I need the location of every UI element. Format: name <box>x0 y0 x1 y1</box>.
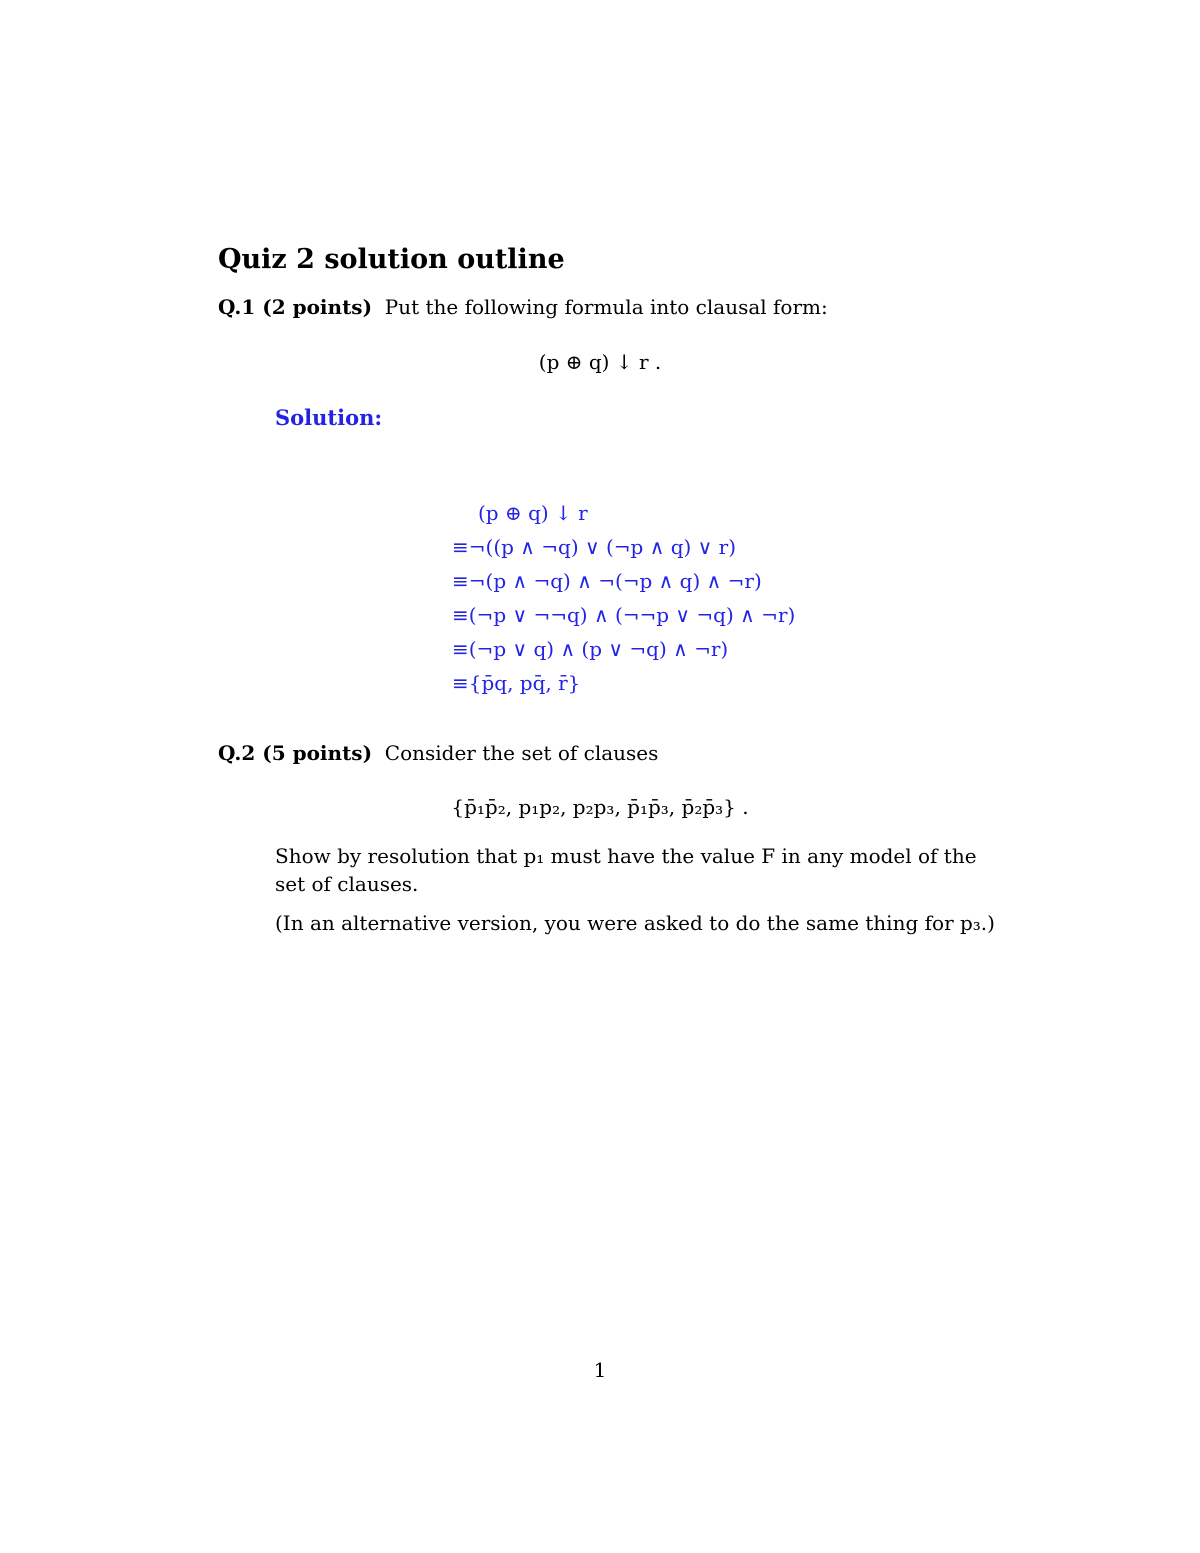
q2-clause-set: {p̄₁p̄₂, p₁p₂, p₂p₃, p̄₁p̄₃, p̄₂p̄₃} . <box>451 795 749 819</box>
q2-alternative: (In an alternative version, you were asked to do the same thing for p₃.) <box>275 911 995 935</box>
q2-label: Q.2 (5 points) <box>218 741 373 765</box>
q1-prompt: Put the following formula into clausal form: <box>384 295 828 319</box>
q1-line <box>218 295 828 319</box>
derivation-step-5: ≡{p̄q, pq̄, r̄} <box>452 671 581 695</box>
derivation-step-3: ≡(¬p ∨ ¬¬q) ∧ (¬¬p ∨ ¬q) ∧ ¬r) <box>452 603 796 627</box>
q2-instruction: Show by resolution that p₁ must have the value F in any model of the set of clauses. <box>275 844 977 896</box>
page-number: 1 <box>593 1358 607 1382</box>
q1-formula: (p ⊕ q) ↓ r . <box>538 350 662 374</box>
q2-prompt: Consider the set of clauses <box>384 741 659 765</box>
derivation-step-4: ≡(¬p ∨ q) ∧ (p ∨ ¬q) ∧ ¬r) <box>452 637 729 661</box>
solution-derivation <box>452 496 795 700</box>
q1-label: Q.1 (2 points) <box>218 295 373 319</box>
page-title: Quiz 2 solution outline <box>218 244 565 275</box>
derivation-step-2: ≡¬(p ∧ ¬q) ∧ ¬(¬p ∧ q) ∧ ¬r) <box>452 569 762 593</box>
derivation-step-1: ≡¬((p ∧ ¬q) ∨ (¬p ∧ q) ∨ r) <box>452 535 737 559</box>
solution-label: Solution: <box>275 405 383 430</box>
derivation-step-0: (p ⊕ q) ↓ r <box>478 501 588 525</box>
q2-line <box>218 741 658 765</box>
